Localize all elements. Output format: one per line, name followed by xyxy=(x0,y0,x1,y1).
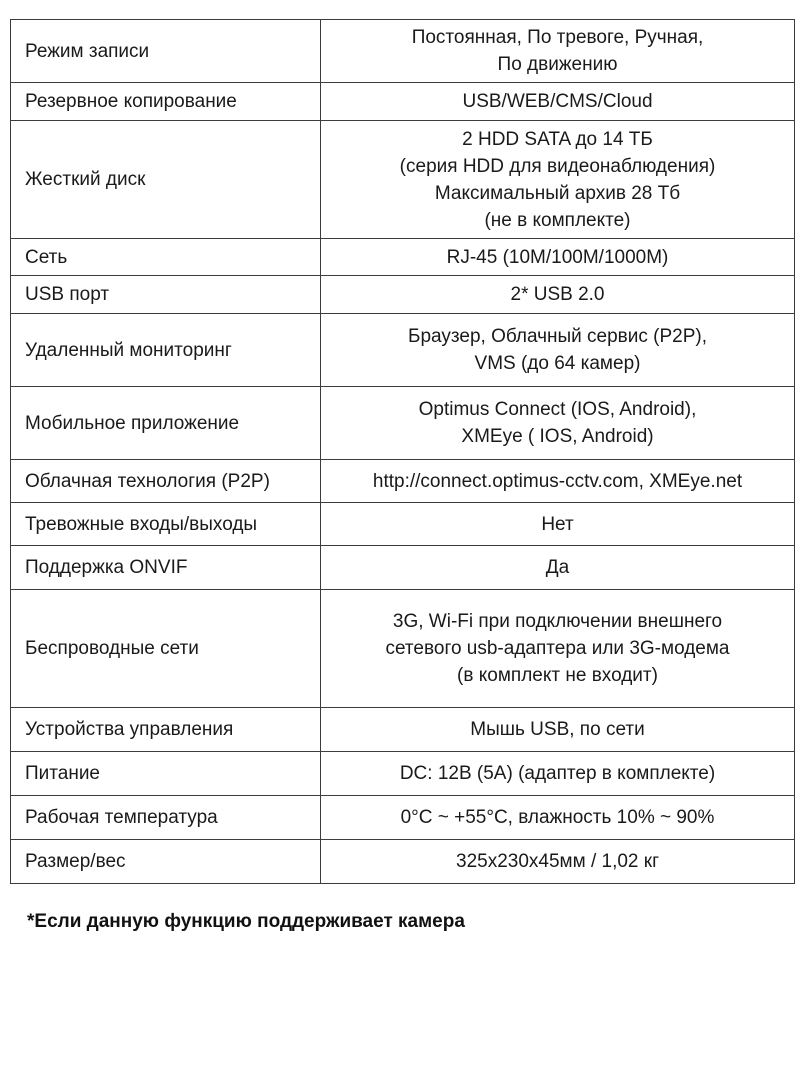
spec-label: Размер/вес xyxy=(11,840,321,884)
spec-label: Жесткий диск xyxy=(11,121,321,239)
spec-value-line: сетевого usb-адаптера или 3G-модема xyxy=(385,638,730,659)
spec-value-line: (не в комплекте) xyxy=(484,209,631,231)
spec-label: Рабочая температура xyxy=(11,796,321,840)
spec-row xyxy=(11,708,795,752)
spec-value-line: XMEye ( IOS, Android) xyxy=(461,426,654,447)
spec-value xyxy=(321,276,795,314)
spec-label: Режим записи xyxy=(11,20,321,83)
spec-row xyxy=(11,276,795,314)
spec-value-line: 0°C ~ +55°C, влажность 10% ~ 90% xyxy=(400,807,715,828)
spec-value-line: 325x230x45мм / 1,02 кг xyxy=(456,851,659,872)
spec-row xyxy=(11,840,795,884)
spec-value xyxy=(321,503,795,546)
spec-value-line: USB/WEB/CMS/Cloud xyxy=(462,91,653,112)
spec-value xyxy=(321,460,795,503)
footnote: *Если данную функцию поддерживает камера xyxy=(27,911,465,932)
spec-value xyxy=(321,387,795,460)
specs-table-body xyxy=(11,20,795,884)
spec-row xyxy=(11,83,795,121)
spec-row xyxy=(11,752,795,796)
spec-value xyxy=(321,840,795,884)
spec-value xyxy=(321,83,795,121)
spec-value-line: Максимальный архив 28 Тб xyxy=(434,182,681,204)
spec-label: Резервное копирование xyxy=(11,83,321,121)
spec-label: Питание xyxy=(11,752,321,796)
spec-row xyxy=(11,314,795,387)
spec-value-line: Да xyxy=(545,557,570,578)
spec-label: Поддержка ONVIF xyxy=(11,546,321,590)
spec-value xyxy=(321,20,795,83)
spec-value-line: (в комплект не входит) xyxy=(457,665,658,686)
spec-label: Устройства управления xyxy=(11,708,321,752)
spec-value-line: Постоянная, По тревоге, Ручная, xyxy=(411,27,704,48)
spec-value-line: По движению xyxy=(497,54,618,75)
spec-value-line: Браузер, Облачный сервис (P2P), xyxy=(407,326,708,347)
spec-value-line: Optimus Connect (IOS, Android), xyxy=(418,399,697,420)
spec-value-line: (серия HDD для видеонаблюдения) xyxy=(399,155,716,177)
spec-row xyxy=(11,503,795,546)
spec-label: Облачная технология (P2P) xyxy=(11,460,321,503)
spec-value xyxy=(321,239,795,276)
spec-value-line: 3G, Wi-Fi при подключении внешнего xyxy=(392,611,723,632)
spec-value-line: 2 HDD SATA до 14 ТБ xyxy=(462,128,653,150)
spec-label: USB порт xyxy=(11,276,321,314)
spec-label: Сеть xyxy=(11,239,321,276)
spec-value xyxy=(321,121,795,239)
spec-value-line: 2* USB 2.0 xyxy=(510,284,605,305)
spec-row xyxy=(11,590,795,708)
spec-value xyxy=(321,546,795,590)
spec-value-line: http://connect.optimus-cctv.com, XMEye.net xyxy=(372,470,743,492)
spec-row xyxy=(11,20,795,83)
spec-row xyxy=(11,546,795,590)
spec-label: Мобильное приложение xyxy=(11,387,321,460)
spec-value-line: RJ-45 (10M/100M/1000M) xyxy=(446,246,669,268)
spec-value-line: VMS (до 64 камер) xyxy=(474,353,641,374)
spec-label: Беспроводные сети xyxy=(11,590,321,708)
spec-value xyxy=(321,796,795,840)
spec-label: Тревожные входы/выходы xyxy=(11,503,321,546)
spec-row xyxy=(11,239,795,276)
spec-value xyxy=(321,314,795,387)
spec-row xyxy=(11,121,795,239)
spec-label: Удаленный мониторинг xyxy=(11,314,321,387)
spec-value xyxy=(321,752,795,796)
spec-row xyxy=(11,460,795,503)
spec-row xyxy=(11,796,795,840)
specs-table xyxy=(10,19,795,884)
spec-value-line: Мышь USB, по сети xyxy=(470,719,645,740)
spec-value-line: DC: 12В (5А) (адаптер в комплекте) xyxy=(399,763,716,784)
spec-row xyxy=(11,387,795,460)
spec-value xyxy=(321,708,795,752)
spec-value-line: Нет xyxy=(541,513,574,535)
spec-value xyxy=(321,590,795,708)
